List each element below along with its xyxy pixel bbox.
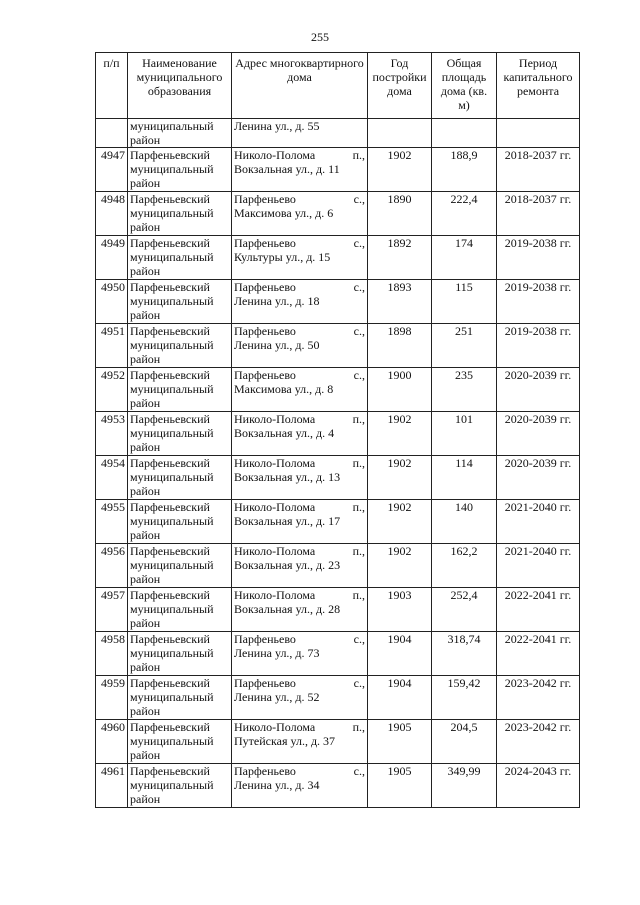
municipality-line: район [130, 792, 161, 806]
municipality-line: район [130, 484, 161, 498]
cell-area: 101 [432, 412, 497, 456]
municipality-line: Парфеньевский [130, 280, 210, 294]
cell-period: 2023-2042 гг. [497, 720, 580, 764]
cell-num: 4961 [96, 764, 128, 808]
municipality-line: Парфеньевский [130, 456, 210, 470]
locality-name: Парфеньево [234, 236, 296, 250]
municipality-line: Парфеньевский [130, 324, 210, 338]
municipality-line: муниципальный [130, 382, 214, 396]
municipality-line: район [130, 528, 161, 542]
locality-name: Николо-Полома [234, 148, 316, 162]
municipality-line: муниципальный [130, 338, 214, 352]
address-street: Ленина ул., д. 34 [234, 778, 320, 792]
address-street: Культуры ул., д. 15 [234, 250, 331, 264]
locality-type: с., [353, 764, 365, 778]
cell-municipality [128, 368, 232, 412]
table-row [96, 676, 580, 720]
cell-period: 2021-2040 гг. [497, 500, 580, 544]
cell-year: 1902 [368, 412, 432, 456]
municipality-line: муниципальный [130, 778, 214, 792]
address-street: Вокзальная ул., д. 28 [234, 602, 341, 616]
address-street: Ленина ул., д. 52 [234, 690, 320, 704]
cell-num: 4960 [96, 720, 128, 764]
municipality-line: район [130, 440, 161, 454]
locality-name: Парфеньево [234, 192, 296, 206]
locality-name: Николо-Полома [234, 544, 316, 558]
page-number: 255 [311, 30, 329, 44]
cell-address [232, 148, 368, 192]
address-locality-line [234, 720, 365, 734]
table-row [96, 720, 580, 764]
cell-year [368, 119, 432, 148]
locality-name: Парфеньево [234, 632, 296, 646]
cell-area: 251 [432, 324, 497, 368]
municipality-line: Парфеньевский [130, 720, 210, 734]
cell-year: 1904 [368, 676, 432, 720]
address-street: Вокзальная ул., д. 11 [234, 162, 340, 176]
locality-type: с., [353, 632, 365, 646]
address-street: Ленина ул., д. 73 [234, 646, 320, 660]
cell-num: 4954 [96, 456, 128, 500]
address-locality-line [234, 764, 365, 778]
cell-area: 222,4 [432, 192, 497, 236]
cell-area: 252,4 [432, 588, 497, 632]
locality-type: п., [352, 148, 365, 162]
cell-year: 1905 [368, 720, 432, 764]
municipality-line: район [130, 396, 161, 410]
cell-year: 1898 [368, 324, 432, 368]
municipality-line: муниципальный [130, 206, 214, 220]
locality-name: Николо-Полома [234, 588, 316, 602]
cell-num [96, 119, 128, 148]
locality-name: Николо-Полома [234, 500, 316, 514]
header-area: Общая площадь дома (кв. м) [432, 53, 497, 119]
municipality-line: район [130, 660, 161, 674]
table-row [96, 544, 580, 588]
address-locality-line [234, 412, 365, 426]
locality-name: Николо-Полома [234, 456, 316, 470]
cell-year: 1902 [368, 544, 432, 588]
cell-address [232, 368, 368, 412]
locality-type: с., [353, 324, 365, 338]
cell-num: 4952 [96, 368, 128, 412]
municipality-line: Парфеньевский [130, 500, 210, 514]
municipality-line: Парфеньевский [130, 588, 210, 602]
cell-year: 1900 [368, 368, 432, 412]
municipality-line: район [130, 308, 161, 322]
cell-num: 4948 [96, 192, 128, 236]
address-locality-line [234, 588, 365, 602]
cell-municipality [128, 632, 232, 676]
table-row [96, 148, 580, 192]
municipality-line: район [130, 264, 161, 278]
table-row [96, 368, 580, 412]
address-locality-line [234, 676, 365, 690]
cell-area [432, 119, 497, 148]
cell-address [232, 588, 368, 632]
cell-period: 2022-2041 гг. [497, 632, 580, 676]
municipality-line: муниципальный [130, 690, 214, 704]
table-row [96, 500, 580, 544]
cell-area: 349,99 [432, 764, 497, 808]
cell-area: 318,74 [432, 632, 497, 676]
municipality-line: Парфеньевский [130, 148, 210, 162]
cell-municipality [128, 412, 232, 456]
cell-num: 4959 [96, 676, 128, 720]
address-locality-line [234, 148, 365, 162]
locality-type: с., [353, 368, 365, 382]
address-street: Вокзальная ул., д. 23 [234, 558, 341, 572]
address-street: Вокзальная ул., д. 13 [234, 470, 341, 484]
municipality-line: район [130, 748, 161, 762]
cell-num: 4958 [96, 632, 128, 676]
cell-num: 4953 [96, 412, 128, 456]
cell-num: 4956 [96, 544, 128, 588]
cell-period: 2022-2041 гг. [497, 588, 580, 632]
municipality-line: муниципальный [130, 426, 214, 440]
cell-year: 1902 [368, 500, 432, 544]
cell-area: 174 [432, 236, 497, 280]
cell-municipality [128, 720, 232, 764]
locality-type: с., [353, 676, 365, 690]
table-header-row [96, 53, 580, 119]
table-row [96, 632, 580, 676]
address-street: Максимова ул., д. 6 [234, 206, 334, 220]
cell-address [232, 720, 368, 764]
municipality-line: район [130, 704, 161, 718]
cell-period: 2020-2039 гг. [497, 368, 580, 412]
cell-num: 4950 [96, 280, 128, 324]
cell-area: 114 [432, 456, 497, 500]
address-locality-line [234, 544, 365, 558]
address-street: Вокзальная ул., д. 4 [234, 426, 335, 440]
cell-municipality [128, 148, 232, 192]
cell-address [232, 324, 368, 368]
locality-type: п., [352, 412, 365, 426]
municipality-line: муниципальный [130, 558, 214, 572]
cell-municipality [128, 324, 232, 368]
address-locality-line [234, 632, 365, 646]
table-row [96, 588, 580, 632]
municipality-line: муниципальный [130, 294, 214, 308]
municipality-line: муниципальный [130, 734, 214, 748]
locality-name: Парфеньево [234, 764, 296, 778]
cell-period: 2019-2038 гг. [497, 324, 580, 368]
cell-address [232, 236, 368, 280]
table-row [96, 280, 580, 324]
locality-type: п., [352, 720, 365, 734]
header-year: Год постройки дома [368, 53, 432, 119]
municipality-line: район [130, 220, 161, 234]
municipality-line: муниципальный [130, 602, 214, 616]
cell-num: 4949 [96, 236, 128, 280]
cell-municipality [128, 192, 232, 236]
table-row [96, 764, 580, 808]
cell-address [232, 192, 368, 236]
locality-name: Николо-Полома [234, 412, 316, 426]
cell-period: 2023-2042 гг. [497, 676, 580, 720]
cell-period: 2024-2043 гг. [497, 764, 580, 808]
municipality-line: район [130, 616, 161, 630]
cell-period: 2020-2039 гг. [497, 456, 580, 500]
cell-address: Ленина ул., д. 55 [232, 119, 368, 148]
cell-num: 4957 [96, 588, 128, 632]
municipality-line: муниципальный [130, 514, 214, 528]
municipality-line: Парфеньевский [130, 632, 210, 646]
address-locality-line [234, 456, 365, 470]
cell-address [232, 412, 368, 456]
cell-address [232, 544, 368, 588]
locality-name: Парфеньево [234, 280, 296, 294]
cell-year: 1890 [368, 192, 432, 236]
municipality-line: район [130, 176, 161, 190]
cell-municipality [128, 500, 232, 544]
cell-year: 1905 [368, 764, 432, 808]
address-street: Максимова ул., д. 8 [234, 382, 334, 396]
header-municipality: Наименование муниципального образования [128, 53, 232, 119]
address-street: Ленина ул., д. 18 [234, 294, 320, 308]
municipality-line: район [130, 352, 161, 366]
cell-municipality: муниципальный район [128, 119, 232, 148]
locality-type: п., [352, 588, 365, 602]
cell-period [497, 119, 580, 148]
cell-num: 4947 [96, 148, 128, 192]
municipality-line: район [130, 572, 161, 586]
cell-year: 1902 [368, 456, 432, 500]
cell-address [232, 456, 368, 500]
cell-municipality [128, 280, 232, 324]
table-row [96, 236, 580, 280]
locality-name: Парфеньево [234, 368, 296, 382]
locality-type: с., [353, 280, 365, 294]
cell-year: 1904 [368, 632, 432, 676]
table-row [96, 324, 580, 368]
cell-area: 140 [432, 500, 497, 544]
continuation-row [96, 119, 580, 148]
address-locality-line [234, 368, 365, 382]
locality-type: п., [352, 456, 365, 470]
cell-address [232, 632, 368, 676]
cell-year: 1902 [368, 148, 432, 192]
cell-area: 188,9 [432, 148, 497, 192]
municipality-line: Парфеньевский [130, 412, 210, 426]
header-num: п/п [96, 53, 128, 119]
locality-name: Парфеньево [234, 324, 296, 338]
locality-type: с., [353, 236, 365, 250]
cell-area: 162,2 [432, 544, 497, 588]
address-locality-line [234, 192, 365, 206]
table-row [96, 412, 580, 456]
municipality-line: Парфеньевский [130, 544, 210, 558]
municipality-line: муниципальный [130, 470, 214, 484]
locality-name: Парфеньево [234, 676, 296, 690]
municipality-line: Парфеньевский [130, 236, 210, 250]
cell-area: 204,5 [432, 720, 497, 764]
municipality-line: Парфеньевский [130, 368, 210, 382]
cell-area: 235 [432, 368, 497, 412]
housing-registry-table [95, 52, 580, 808]
cell-address [232, 500, 368, 544]
address-locality-line [234, 236, 365, 250]
municipality-line: муниципальный [130, 646, 214, 660]
cell-municipality [128, 764, 232, 808]
cell-municipality [128, 676, 232, 720]
locality-type: п., [352, 544, 365, 558]
cell-num: 4951 [96, 324, 128, 368]
locality-type: п., [352, 500, 365, 514]
cell-num: 4955 [96, 500, 128, 544]
cell-year: 1893 [368, 280, 432, 324]
cell-municipality [128, 588, 232, 632]
address-street: Путейская ул., д. 37 [234, 734, 336, 748]
header-address: Адрес многоквартирного дома [232, 53, 368, 119]
cell-address [232, 280, 368, 324]
cell-period: 2019-2038 гг. [497, 236, 580, 280]
locality-type: с., [353, 192, 365, 206]
cell-municipality [128, 544, 232, 588]
municipality-line: Парфеньевский [130, 192, 210, 206]
address-street: Вокзальная ул., д. 17 [234, 514, 341, 528]
cell-year: 1903 [368, 588, 432, 632]
municipality-line: Парфеньевский [130, 676, 210, 690]
cell-area: 159,42 [432, 676, 497, 720]
cell-period: 2019-2038 гг. [497, 280, 580, 324]
municipality-line: муниципальный [130, 250, 214, 264]
locality-name: Николо-Полома [234, 720, 316, 734]
address-locality-line [234, 324, 365, 338]
table-row [96, 192, 580, 236]
address-locality-line [234, 280, 365, 294]
municipality-line: Парфеньевский [130, 764, 210, 778]
municipality-line: муниципальный [130, 162, 214, 176]
cell-municipality [128, 236, 232, 280]
cell-period: 2018-2037 гг. [497, 192, 580, 236]
cell-address [232, 676, 368, 720]
cell-area: 115 [432, 280, 497, 324]
address-locality-line [234, 500, 365, 514]
cell-address [232, 764, 368, 808]
cell-period: 2020-2039 гг. [497, 412, 580, 456]
cell-year: 1892 [368, 236, 432, 280]
table-row [96, 456, 580, 500]
cell-municipality [128, 456, 232, 500]
address-street: Ленина ул., д. 50 [234, 338, 320, 352]
cell-period: 2021-2040 гг. [497, 544, 580, 588]
header-period: Период капитального ремонта [497, 53, 580, 119]
cell-period: 2018-2037 гг. [497, 148, 580, 192]
